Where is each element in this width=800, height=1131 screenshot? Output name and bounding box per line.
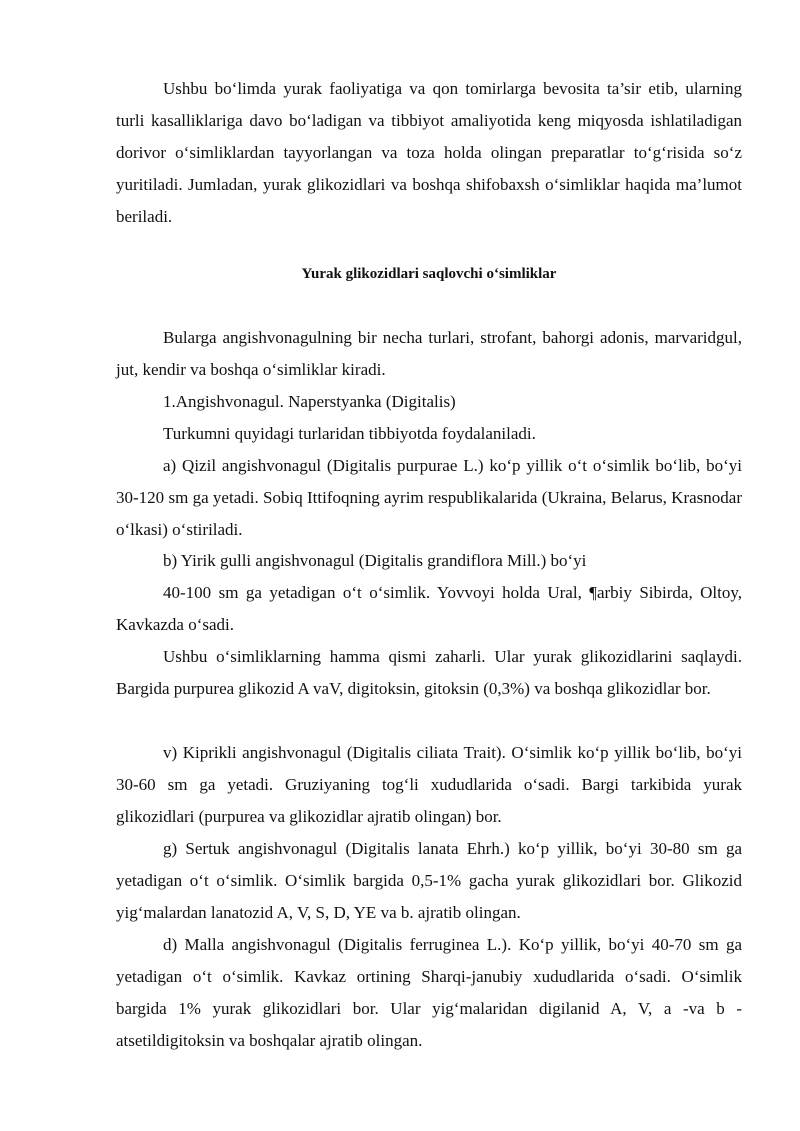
list-intro-paragraph: Bularga angishvonagulning bir necha turlari, strofant, bahorgi adonis, marvaridgul, jut, kendir va boshqa o‘simliklar kiradi. xyxy=(116,328,742,379)
section-heading: Yurak glikozidlari saqlovchi o‘simliklar xyxy=(301,266,557,282)
poison-paragraph: Ushbu o‘simliklarning hamma qismi zaharli. Ular yurak glikozidlarini saqlaydi. Bargida purpurea glikozid A vaV, digitoksin, gitoksin (0,3%) va boshqa glikozidlar bor. xyxy=(116,647,742,698)
item1-subtitle: Turkumni quyidagi turlaridan tibbiyotda foydalaniladi. xyxy=(163,424,536,443)
paragraph-v: v) Kiprikli angishvonagul (Digitalis ciliata Trait). O‘simlik ko‘p yillik bo‘lib, bo‘yi 30-60 sm ga yetadi. Gruziyaning tog‘li xududlarida o‘sadi. Bargi tarkibida yurak glikozidlari (purpurea va glikozidlar ajratib olingan) bor. xyxy=(116,743,742,826)
paragraph-d: d) Malla angishvonagul (Digitalis ferruginea L.). Ko‘p yillik, bo‘yi 40-70 sm ga yetadigan o‘t o‘simlik. Kavkaz ortining Sharqi-janubiy xududlarida o‘sadi. O‘simlik bargida 1% yurak glikozidlari bor. Ular yig‘malaridan digilanid A, V, a -va b -atsetildigitoksin va boshqalar ajratib olingan. xyxy=(116,935,742,1050)
item1-title: 1.Angishvonagul. Naperstyanka (Digitalis) xyxy=(163,392,456,411)
paragraph-a: a) Qizil angishvonagul (Digitalis purpurae L.) ko‘p yillik o‘t o‘simlik bo‘lib, bo‘yi 30-120 sm ga yetadi. Sobiq Ittifoqning ayrim respublikalarida (Ukraina, Belarus, Krasnodar o‘lkasi) o‘stiriladi. xyxy=(116,456,742,539)
intro-paragraph: Ushbu bo‘limda yurak faoliyatiga va qon tomirlarga bevosita ta’sir etib, ularning turli kasalliklariga davo bo‘ladigan va tibbiyot amaliyotida keng miqyosda ishlatiladigan dorivor o‘simliklardan tayyorlangan va toza holda olingan preparatlar to‘g‘risida so‘z yuritiladi. Jumladan, yurak glikozidlari va boshqa shifobaxsh o‘simliklar haqida ma’lumot beriladi. xyxy=(116,79,742,226)
paragraph-b-line1: b) Yirik gulli angishvonagul (Digitalis grandiflora Mill.) bo‘yi xyxy=(163,551,587,570)
paragraph-b-line2: 40-100 sm ga yetadigan o‘t o‘simlik. Yovvoyi holda Ural, ¶arbiy Sibirda, Oltoy, Kavkazda o‘sadi. xyxy=(116,583,742,634)
paragraph-g: g) Sertuk angishvonagul (Digitalis lanata Ehrh.) ko‘p yillik, bo‘yi 30-80 sm ga yetadigan o‘t o‘simlik. O‘simlik bargida 0,5-1% gacha yurak glikozidlari bor. Glikozid yig‘malardan lanatozid A, V, S, D, YE va b. ajratib olingan. xyxy=(116,839,742,922)
